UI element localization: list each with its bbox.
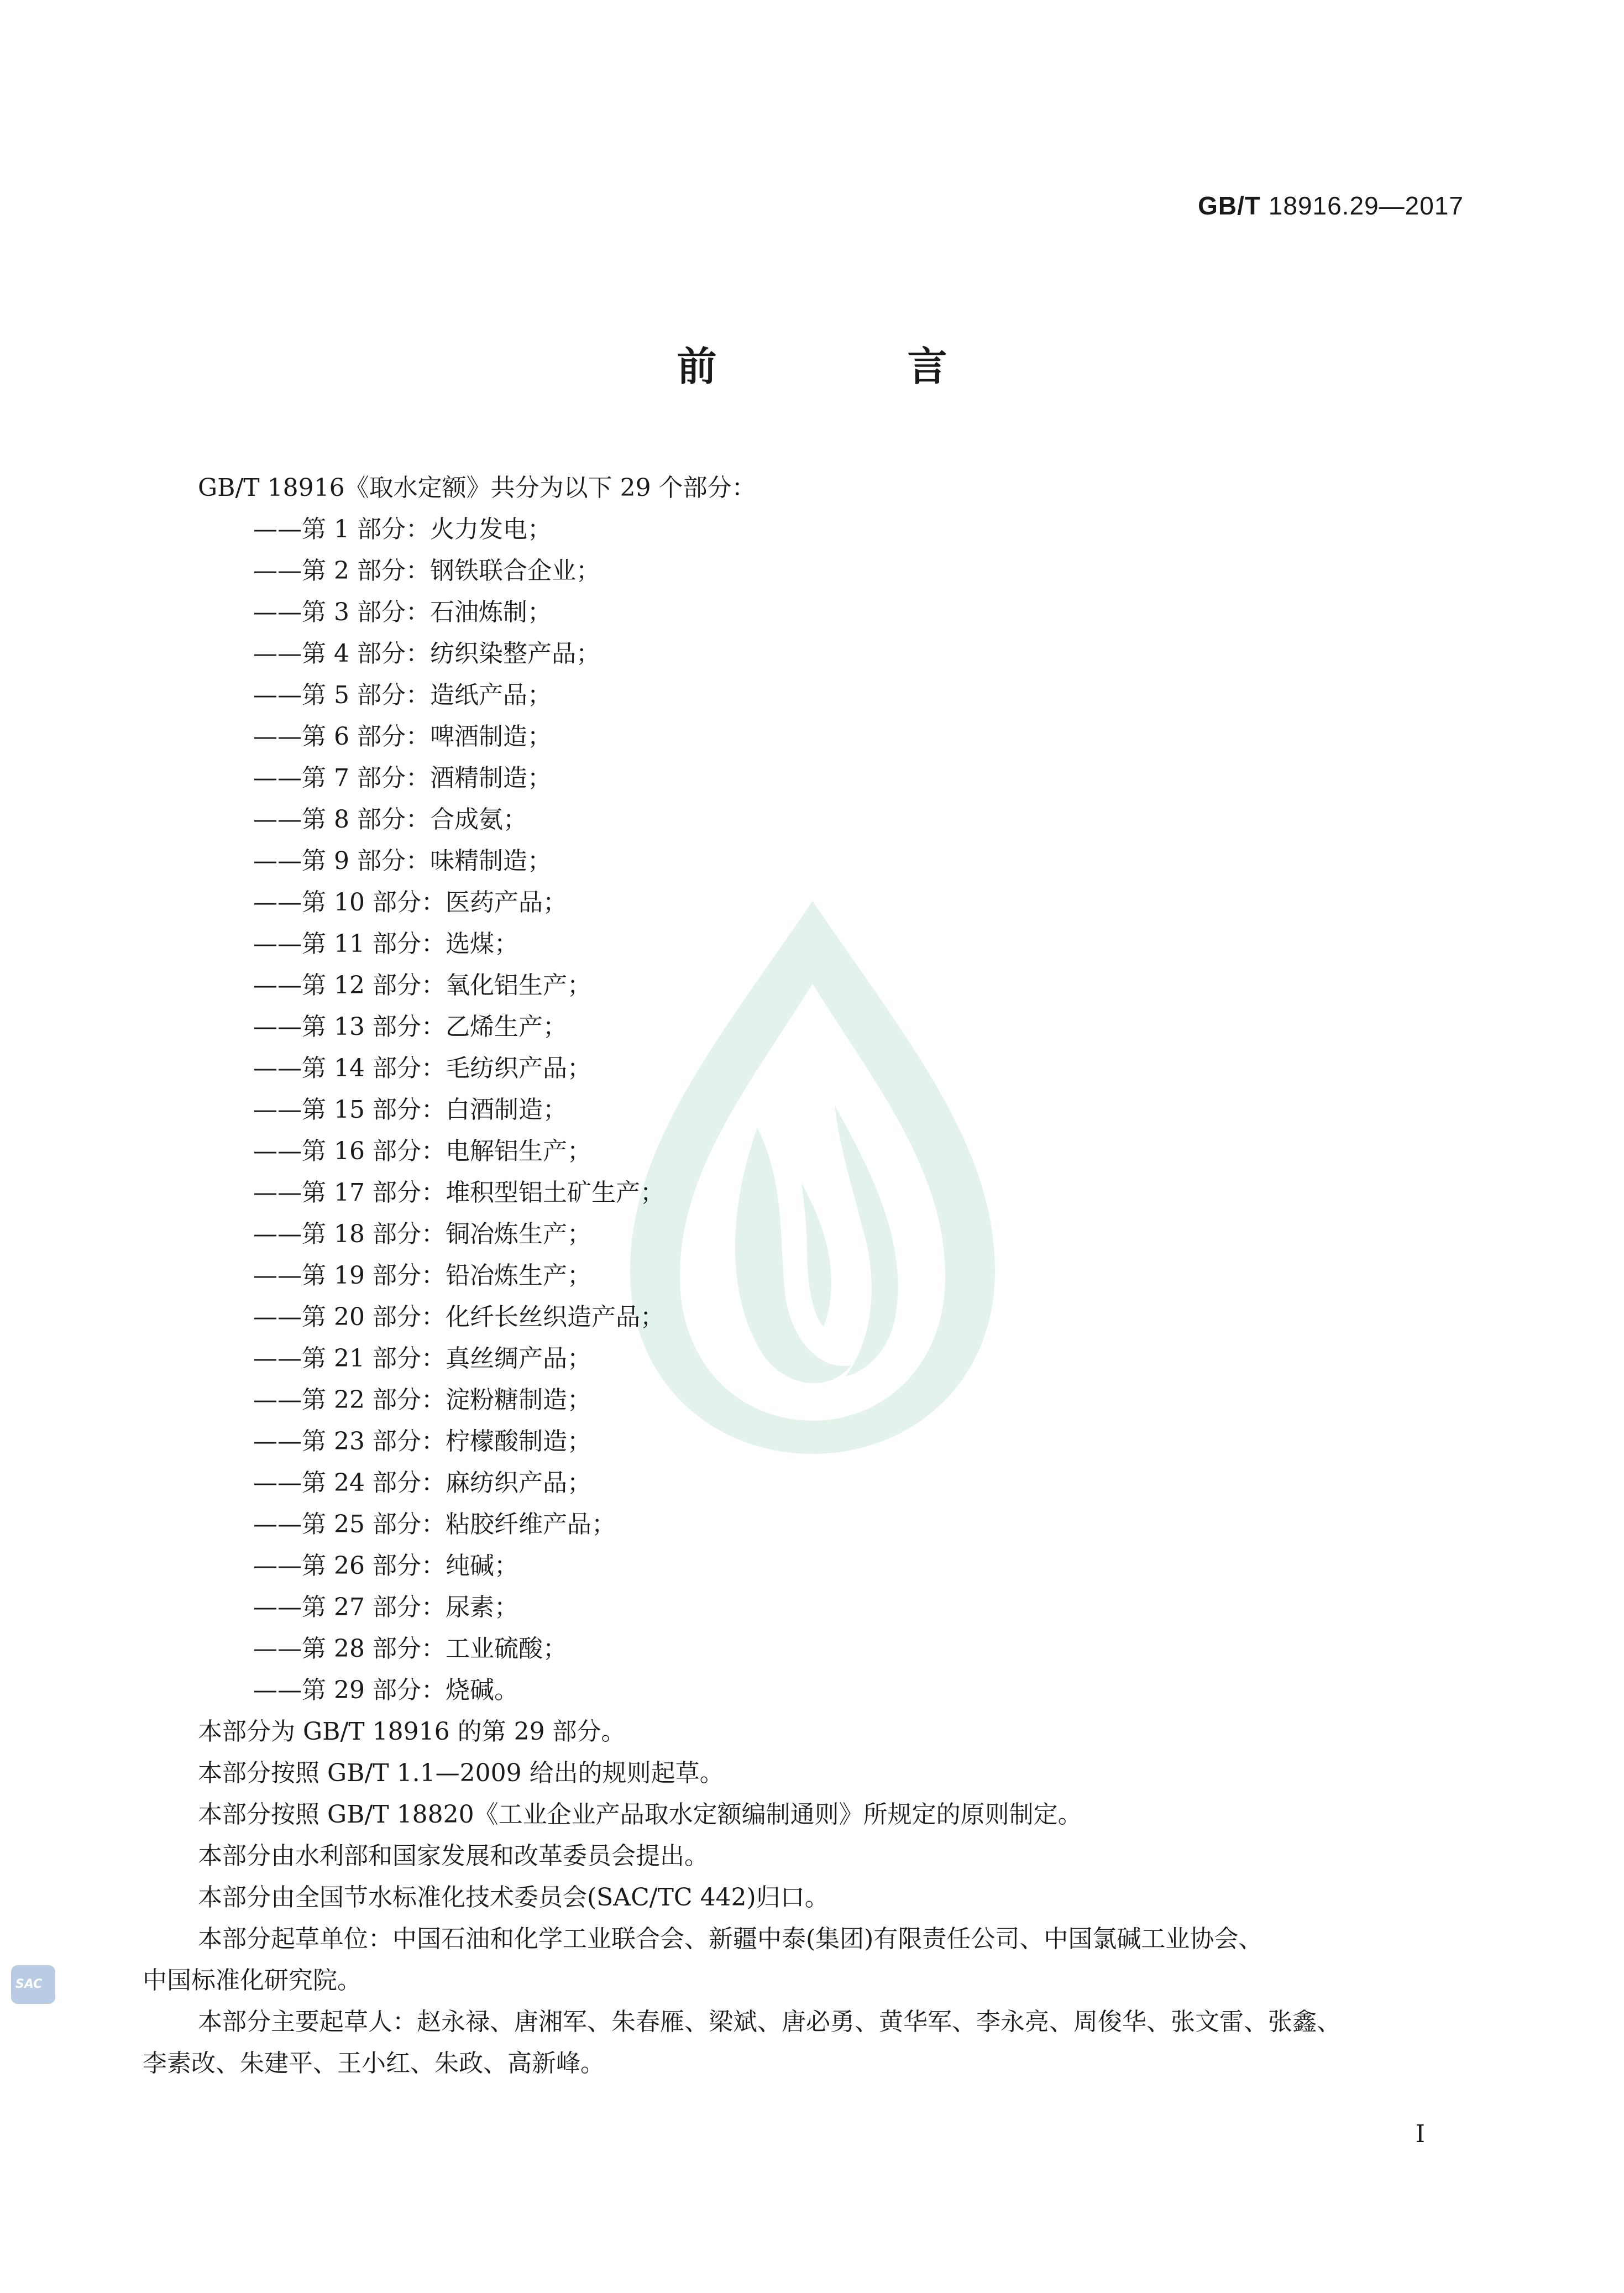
statement-drafting-rules: 本部分按照 GB/T 1.1—2009 给出的规则起草。 xyxy=(198,1759,724,1787)
standard-code-prefix: GB/T xyxy=(1198,191,1261,220)
list-item: ——第 28 部分：工业硫酸； xyxy=(253,1635,567,1663)
list-item: ——第 19 部分：铅冶炼生产； xyxy=(253,1261,591,1290)
statement-drafters: 本部分主要起草人：赵永禄、唐湘军、朱春雁、梁斌、唐必勇、黄华军、李永亮、周俊华、张文雷、张鑫、 xyxy=(198,2008,1341,2036)
statement-part-number: 本部分为 GB/T 18916 的第 29 部分。 xyxy=(198,1718,626,1746)
list-item: ——第 4 部分：纺织染整产品； xyxy=(253,640,600,668)
list-item: ——第 15 部分：白酒制造； xyxy=(253,1096,567,1124)
standard-code-number: 18916.29—2017 xyxy=(1268,191,1464,220)
list-item: ——第 25 部分：粘胶纤维产品； xyxy=(253,1510,616,1538)
list-item: ——第 20 部分：化纤长丝织造产品； xyxy=(253,1303,664,1331)
statement-drafters-continued: 李素改、朱建平、王小红、朱政、高新峰。 xyxy=(143,2049,605,2077)
statement-proposer: 本部分由水利部和国家发展和改革委员会提出。 xyxy=(198,1842,709,1870)
foreword-body xyxy=(143,467,1469,2084)
list-item: ——第 18 部分：铜冶炼生产； xyxy=(253,1220,591,1248)
page-title: 前 言 xyxy=(677,343,1036,390)
list-item: ——第 14 部分：毛纺织产品； xyxy=(253,1054,591,1082)
list-item: ——第 11 部分：选煤； xyxy=(253,930,518,958)
sac-logo-icon xyxy=(11,1965,55,2004)
list-item: ——第 2 部分：钢铁联合企业； xyxy=(253,557,600,585)
page-number: I xyxy=(1415,2120,1425,2148)
list-item: ——第 24 部分：麻纺织产品； xyxy=(253,1469,591,1497)
list-item: ——第 21 部分：真丝绸产品； xyxy=(253,1344,591,1373)
list-item: ——第 5 部分：造纸产品； xyxy=(253,681,552,709)
list-item: ——第 6 部分：啤酒制造； xyxy=(253,723,552,751)
standard-code xyxy=(1198,191,1464,221)
intro-paragraph: GB/T 18916《取水定额》共分为以下 29 个部分： xyxy=(198,474,756,502)
list-item: ——第 1 部分：火力发电； xyxy=(253,515,552,543)
list-item: ——第 7 部分：酒精制造； xyxy=(253,764,552,792)
list-item: ——第 26 部分：纯碱； xyxy=(253,1552,518,1580)
list-item: ——第 22 部分：淀粉糖制造； xyxy=(253,1386,591,1414)
list-item: ——第 8 部分：合成氨； xyxy=(253,805,527,834)
list-item: ——第 23 部分：柠檬酸制造； xyxy=(253,1427,591,1456)
statement-drafting-units: 本部分起草单位：中国石油和化学工业联合会、新疆中泰(集团)有限责任公司、中国氯碱工业协会、 xyxy=(198,1925,1263,1953)
statement-drafting-units-continued: 中国标准化研究院。 xyxy=(143,1966,362,1994)
list-item: ——第 3 部分：石油炼制； xyxy=(253,598,552,626)
statement-principles: 本部分按照 GB/T 18820《工业企业产品取水定额编制通则》所规定的原则制定。 xyxy=(198,1800,1082,1829)
statement-committee: 本部分由全国节水标准化技术委员会(SAC/TC 442)归口。 xyxy=(198,1883,829,1912)
list-item: ——第 10 部分：医药产品； xyxy=(253,888,567,917)
list-item: ——第 13 部分：乙烯生产； xyxy=(253,1013,567,1041)
list-item: ——第 27 部分：尿素； xyxy=(253,1593,518,1621)
sac-logo-text: SAC xyxy=(15,1977,43,1991)
list-item: ——第 9 部分：味精制造； xyxy=(253,847,552,875)
list-item: ——第 16 部分：电解铝生产； xyxy=(253,1137,591,1165)
list-item: ——第 12 部分：氧化铝生产； xyxy=(253,971,591,999)
list-item: ——第 29 部分：烧碱。 xyxy=(253,1676,518,1704)
list-item: ——第 17 部分：堆积型铝土矿生产； xyxy=(253,1179,664,1207)
